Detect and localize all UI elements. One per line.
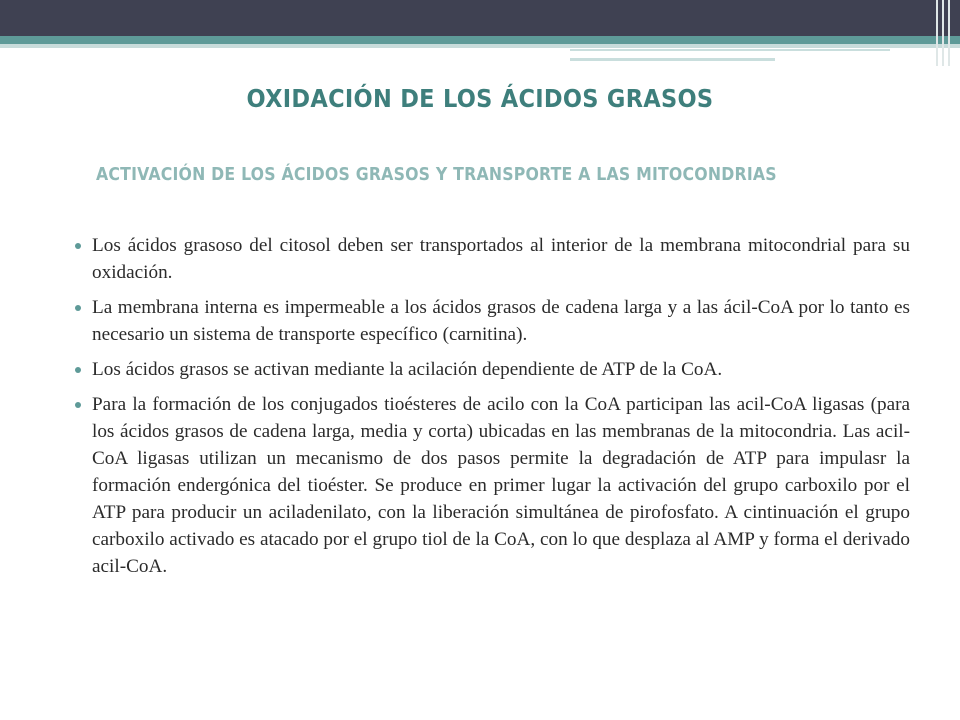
header-dark-band [0,0,960,36]
header-accent-line [570,58,775,61]
bullet-icon [75,305,81,311]
bullet-text: Los ácidos grasos se activan mediante la acilación dependiente de ATP de la CoA. [92,359,723,380]
bullet-item [92,232,910,286]
bullet-icon [75,402,81,408]
bullet-icon [75,243,81,249]
header-side-lines [934,0,954,66]
bullet-text: Los ácidos grasoso del citosol deben ser transportados al interior de la membrana mitocondrial para su oxidación. [92,235,910,283]
bullet-text: La membrana interna es impermeable a los ácidos grasos de cadena larga y a las ácil-CoA por lo tanto es necesario un sistema de transporte específico (carnitina). [92,297,910,345]
bullet-item [92,294,910,348]
bullet-item [92,356,910,383]
bullet-icon [75,367,81,373]
bullet-list [92,232,910,588]
header-teal-band [0,36,960,44]
bullet-item [92,391,910,580]
slide-subtitle: ACTIVACIÓN DE LOS ÁCIDOS GRASOS Y TRANSPORTE A LAS MITOCONDRIAS [96,165,777,185]
slide-title: OXIDACIÓN DE LOS ÁCIDOS GRASOS [246,84,714,113]
bullet-text: Para la formación de los conjugados tioésteres de acilo con la CoA participan las acil-CoA ligasas (para los ácidos grasos de cadena larga, media y corta) ubicadas en las membranas de la mitocondria. Las acil-CoA ligasas utilizan un mecanismo de dos pasos permite la degradación de ATP para impulasr la formación endergónica del tioéster. Se produce en primer lugar la activación del grupo carboxilo por el ATP para producir un aciladenilato, con la liberación simultánea de pirofosfato. A cintinuación el grupo carboxilo activado es atacado por el grupo tiol de la CoA, con lo que desplaza al AMP y forma el derivado acil-CoA. [92,394,910,577]
header-light-band [0,44,960,48]
header-accent-line [570,49,890,51]
